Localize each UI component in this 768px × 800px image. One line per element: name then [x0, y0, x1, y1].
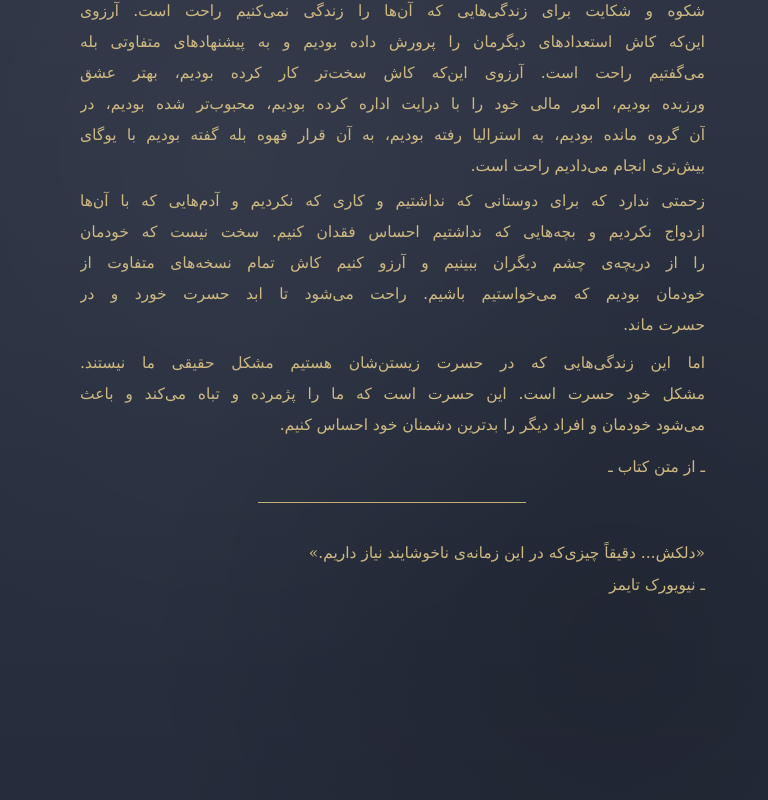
blurb-paragraph-3 — [80, 348, 705, 441]
text-line: بیش‌تری انجام می‌دادیم راحت است. — [470, 157, 705, 175]
text-line: حسرت ماند. — [623, 316, 705, 334]
text-line: این‌که کاش استعدادهای دیگرمان را پرورش داده بودیم و به پیشنهادهای متفاوتی بله — [80, 33, 705, 51]
text-line: شکوه و شکایت برای زندگی‌هایی که آن‌ها را زندگی نمی‌کنیم راحت است. آرزوی — [80, 2, 705, 20]
excerpt-source: ـ از متن کتاب ـ — [608, 458, 705, 476]
text-line: ورزیده بودیم، امور مالی خود را با درایت اداره کرده بودیم، محبوب‌تر شده بودیم، در — [80, 95, 705, 113]
text-line: می‌شود خودمان و افراد دیگر را بدترین دشمنان خود احساس کنیم. — [279, 416, 705, 434]
back-cover — [80, 0, 705, 800]
text-line: اما این زندگی‌هایی که در حسرت زیستن‌شان هستیم مشکل حقیقی ما نیستند. — [80, 354, 705, 372]
text-line: را از دریچه‌ی چشم دیگران ببینیم و آرزو کنیم کاش تمام نسخه‌های متفاوت از — [80, 254, 705, 272]
text-line: مشکل خود حسرت است. این حسرت است که ما را پژمرده و تباه می‌کند و باعث — [80, 385, 705, 403]
text-line: زحمتی ندارد که برای دوستانی که نداشتیم و کاری که نکردیم و آدم‌هایی که با آن‌ها — [80, 192, 705, 210]
divider-rule — [258, 502, 526, 503]
text-line: ازدواج نکردیم و بچه‌هایی که نداشتیم احساس فقدان کنیم. سخت نیست که خودمان — [80, 223, 705, 241]
text-line: خودمان بودیم که می‌خواستیم باشیم. راحت می‌شود تا ابد حسرت خورد و در — [80, 285, 705, 303]
blurb-paragraph-2 — [80, 186, 705, 341]
review-quote: «دلکش... دقیقاً چیزی‌که در این زمانه‌ی ناخوشایند نیاز داریم.» — [308, 544, 705, 562]
text-line: آن گروه مانده بودیم، به استرالیا رفته بودیم، به آن قرار قهوه بله گفته بودیم با یوگای — [80, 126, 705, 144]
blurb-paragraph-1 — [80, 0, 705, 182]
review-attribution: ـ نیویورک تایمز — [609, 576, 705, 594]
text-line: می‌گفتیم راحت است. آرزوی این‌که کاش سخت‌تر کار کرده بودیم، بهتر عشق — [80, 64, 705, 82]
